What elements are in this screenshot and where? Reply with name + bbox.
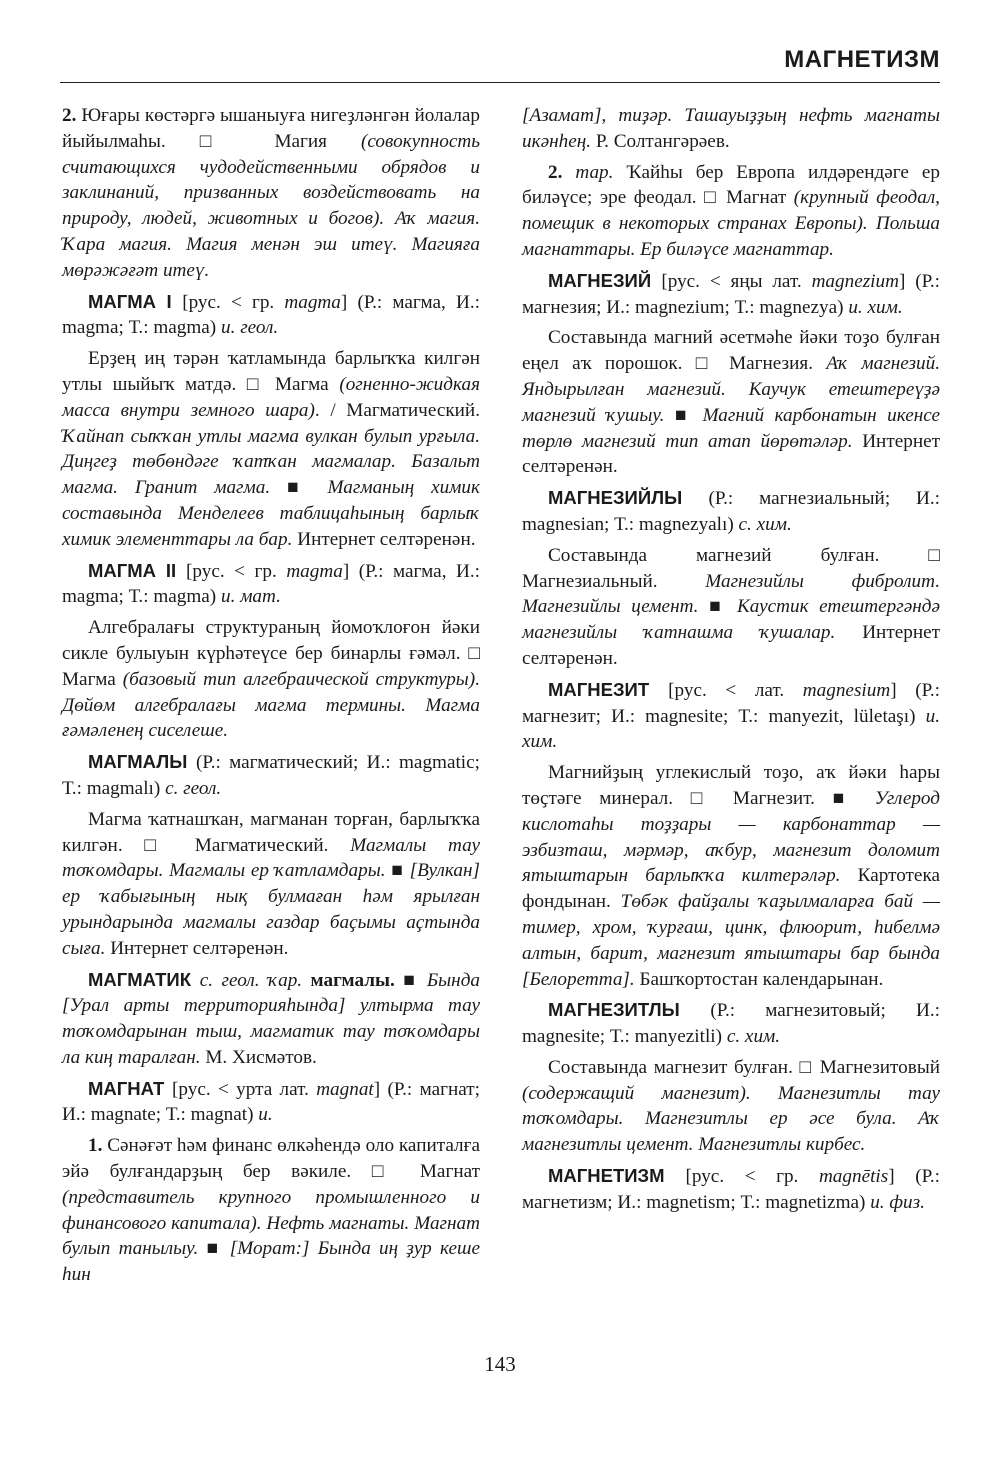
text-run: Составында магнезит булған. □ Магнезитовый (548, 1056, 940, 1078)
text-run: Сәнәғәт һәм финанс өлкәһендә оло капиталға эйә булғандарҙың бер вәкиле. □ Магнат (62, 1135, 480, 1183)
italic-run: и. мат. (221, 586, 281, 608)
dictionary-paragraph (62, 346, 480, 552)
dictionary-paragraph (522, 103, 940, 155)
headword: МАГМАЛЫ (88, 751, 197, 773)
dictionary-paragraph (62, 1076, 480, 1129)
italic-run: Аҡ магнезий. Яндырылған магнезий. Каучук етештереүҙә магнезий ҡушыу. (522, 353, 940, 426)
dictionary-paragraph (522, 485, 940, 538)
italic-run: Төбәк файҙалы ҡаҙылмаларға бай — тимер, хром, ҡурғаш, цинк, флюорит, һибелмә алтын, барит, магнезит ятыштары бар бында [Белоретта]. (522, 891, 940, 990)
dictionary-paragraph (62, 1133, 480, 1288)
text-run: Ерҙең иң тәрән ҡатламында барлыҡҡа килгән утлы шыйыҡ матдә. □ Магма (62, 348, 480, 395)
dictionary-paragraph (522, 160, 940, 263)
dictionary-paragraph (522, 268, 940, 321)
italic-run: magnezium (811, 270, 899, 292)
bold-run: ■ (287, 477, 328, 499)
bold-run: ■ (391, 860, 410, 882)
dictionary-paragraph (522, 997, 940, 1050)
italic-run: с. геол. ҡар. (199, 969, 311, 991)
italic-run: и. хим. (522, 705, 940, 753)
text-run: (Р.: магматический; И.: magmatic; Т.: magmalı) (62, 752, 480, 799)
bold-run: ■ (832, 787, 875, 809)
italic-run: magma (286, 560, 343, 582)
italic-run: magnesium (802, 679, 891, 701)
text-run: Составында магний әсетмәһе йәки тоҙо булған еңел аҡ порошок. □ Магнезия. (522, 327, 940, 375)
headword: МАГНЕЗИТ (548, 678, 669, 700)
text-run: Р. Солтангәрәев. (591, 130, 730, 152)
text-run: Юғары көстәргә ышаныуға нигеҙләнгән йолалар йыйылмаһы. □ Магия (62, 105, 481, 152)
text-run: Интернет селтәренән. (522, 622, 940, 669)
italic-run: Магмалы тау тоҡомдары. Магмалы ер ҡатламдары. (62, 834, 480, 882)
italic-run: Магний карбонатын икенсе төрлө магнезий тип атап йөрөтәләр. (522, 404, 941, 452)
dictionary-paragraph (62, 807, 480, 962)
text-run: [рус. < урта лат. (172, 1078, 317, 1100)
italic-run: [Вулкан] ер ҡабығының нық булмаған һәм ярылған урындарында магмалы газдар баҫымы аҫтында сыға. (62, 860, 480, 959)
text-run: Картотека фондынан. (522, 865, 941, 913)
dictionary-paragraph (522, 677, 940, 755)
bold-run: 1. (88, 1135, 108, 1157)
dictionary-paragraph (62, 103, 480, 284)
italic-run: Магманың химик составында Менделеев таблицаһының барлыҡ химик элементтары ла бар. (62, 477, 480, 550)
headword: МАГМАТИК (88, 968, 200, 990)
italic-run: (представитель крупного промышленного и финансового капитала). Нефть магнаты. Магнат булып танылыу. (62, 1186, 480, 1260)
italic-run: и. геол. (221, 317, 279, 339)
bold-run: ■ (709, 596, 738, 618)
dictionary-paragraph (522, 760, 940, 992)
text-run: [рус. < гр. (685, 1166, 819, 1188)
italic-run: magnētis (818, 1166, 889, 1188)
text-run: Интернет селтәренән. (522, 430, 940, 478)
headword: МАГНАТ (88, 1077, 173, 1099)
italic-run: (огненно-жидкая масса внутри земного шара) (62, 373, 480, 421)
text-run: ] (Р.: магнат; И.: magnate; Т.: magnat) (62, 1078, 480, 1126)
text-run: Интернет селтәренән. (292, 528, 476, 550)
bold-run: 2. (548, 161, 576, 183)
dictionary-paragraph (522, 1163, 940, 1216)
italic-run: Бында [Урал арты территорияһында] ултырма тау тоҡомдарынан тыш, магматик тау тоҡомдары ла киң таралған. (62, 969, 480, 1068)
text-run: Магнийҙың углекислый тоҙо, аҡ йәки һары төҫтәге минерал. □ Магнезит. (522, 762, 940, 809)
headword: МАГНЕЗИТЛЫ (548, 999, 711, 1021)
italic-run: и. (258, 1104, 273, 1126)
dictionary-paragraph (62, 558, 480, 611)
dictionary-paragraph (62, 749, 480, 802)
page-number: 143 (484, 1352, 516, 1376)
text-run: (Р.: магнезитовый; И.: magnesite; Т.: manyezitli) (522, 1000, 940, 1048)
dictionary-paragraph (62, 967, 480, 1071)
italic-run: (базовый тип алгебраической структуры). Дөйөм алгебралағы магма термины. Магма ғәмәленең сиселеше. (62, 668, 480, 742)
italic-run: и. хим. (848, 296, 903, 318)
bold-run: ■ (206, 1238, 230, 1260)
right-column (522, 103, 940, 1221)
italic-run: (совокупность считающихся чудодейственными обрядов и заклинаний, призванных воздействовать на природу, людей, животных и богов). Аҡ магия. Ҡара магия. Магия менән эш итеү. Магияға мөрәжәғәт итеү. (62, 130, 480, 281)
headword: МАГНЕЗИЙЛЫ (548, 487, 709, 509)
text-run: ] (Р.: магма, И.: magma; Т.: magma) (62, 291, 481, 339)
text-run: ] (Р.: магнетизм; И.: magnetism; Т.: magnetizma) (522, 1166, 940, 1213)
dictionary-paragraph (62, 615, 480, 744)
running-head: МАГНЕТИЗМ (784, 46, 940, 73)
italic-run: (крупный феодал, помещик в некоторых странах Европы). Польша магнаттары. Ер биләүсе магнаттар. (522, 187, 940, 260)
bold-run: ■ (674, 404, 703, 426)
text-run: . / Магматический. (314, 399, 480, 421)
dictionary-paragraph (522, 1055, 940, 1158)
dictionary-paragraph (522, 325, 940, 480)
italic-run: с. хим. (738, 513, 792, 535)
bold-run: магмалы. ■ (310, 969, 427, 991)
italic-run: тар. (575, 161, 627, 183)
text-run: [рус. < лат. (668, 679, 803, 701)
text-run: [рус. < гр. (186, 560, 287, 582)
text-run: Магма ҡатнашҡан, магманан торған, барлыҡҡа килгән. □ Магматический. (62, 808, 480, 856)
italic-run: (содержащий магнезит). Магнезитлы тау тоҡомдары. Магнезитлы ер әсе була. Аҡ магнезитлы цемент. Магнезитлы кирбес. (522, 1082, 940, 1156)
italic-run: magma (284, 291, 341, 313)
italic-run: с. геол. (165, 777, 222, 799)
headword: МАГНЕТИЗМ (548, 1165, 686, 1187)
text-run: ] (Р.: магнезит; И.: magnesite; Т.: manyezit, lületaşı) (522, 679, 941, 727)
header-rule (60, 82, 940, 83)
text-run: Башҡортостан календарынан. (634, 968, 884, 990)
headword: МАГМА I (88, 290, 183, 312)
italic-run: Углерод кислотаһы тоҙҙары — карбонаттар — эзбизташ, мәрмәр, аҡбур, магнезит доломит ятыштарын барлыҡҡа килтерәләр. (522, 787, 940, 887)
italic-run: Магнезийлы фибролит. Магнезийлы цемент. (522, 570, 940, 618)
text-run: Интернет селтәренән. (105, 937, 289, 959)
text-run: Составында магнезий булған. □ Магнезиальный. (522, 544, 940, 592)
dictionary-paragraph (62, 289, 480, 342)
text-run: ] (Р.: магнезия; И.: magnezium; Т.: magnezya) (522, 270, 941, 318)
text-run: Алгебралағы структураның йомоҡлоғон йәки сикле булыуын күрһәтеүсе бер бинарлы ғәмәл. □ Магма (62, 617, 480, 690)
text-run: ] (Р.: магма, И.: magma; Т.: magma) (62, 560, 480, 608)
headword: МАГМА II (88, 559, 187, 581)
bold-run: 2. (62, 105, 82, 126)
headword: МАГНЕЗИЙ (548, 269, 662, 291)
text-run: М. Хисмәтов. (200, 1046, 317, 1068)
left-column (62, 103, 480, 1293)
text-run: (Р.: магнезиальный; И.: magnesian; Т.: magnezyalı) (522, 488, 940, 535)
italic-run: и. физ. (870, 1191, 925, 1213)
text-run: [рус. < яңы лат. (661, 270, 812, 292)
italic-run: [Азамат], тиҙәр. Ташауыҙҙың нефть магнаты икәнһең. (522, 105, 940, 152)
italic-run: magnat (316, 1078, 374, 1100)
italic-run: Каустик етештергәндә магнезийлы ҡатнашма ҡушалар. (522, 596, 940, 644)
text-run: Ҡайһы бер Европа илдәрендәге ер биләүсе; эре феодал. □ Магнат (522, 161, 940, 209)
italic-run: Ҡайнап сыҡҡан утлы магма вулкан булып урғыла. Диңгеҙ төбөндәге ҡатҡан магмалар. Базальт магма. Гранит магма. (62, 425, 480, 499)
text-run: [рус. < гр. (182, 291, 285, 313)
dictionary-paragraph (522, 543, 940, 672)
italic-run: с. хим. (726, 1026, 781, 1048)
italic-run: [Морат:] Бында иң ҙур кеше һин (62, 1238, 481, 1286)
